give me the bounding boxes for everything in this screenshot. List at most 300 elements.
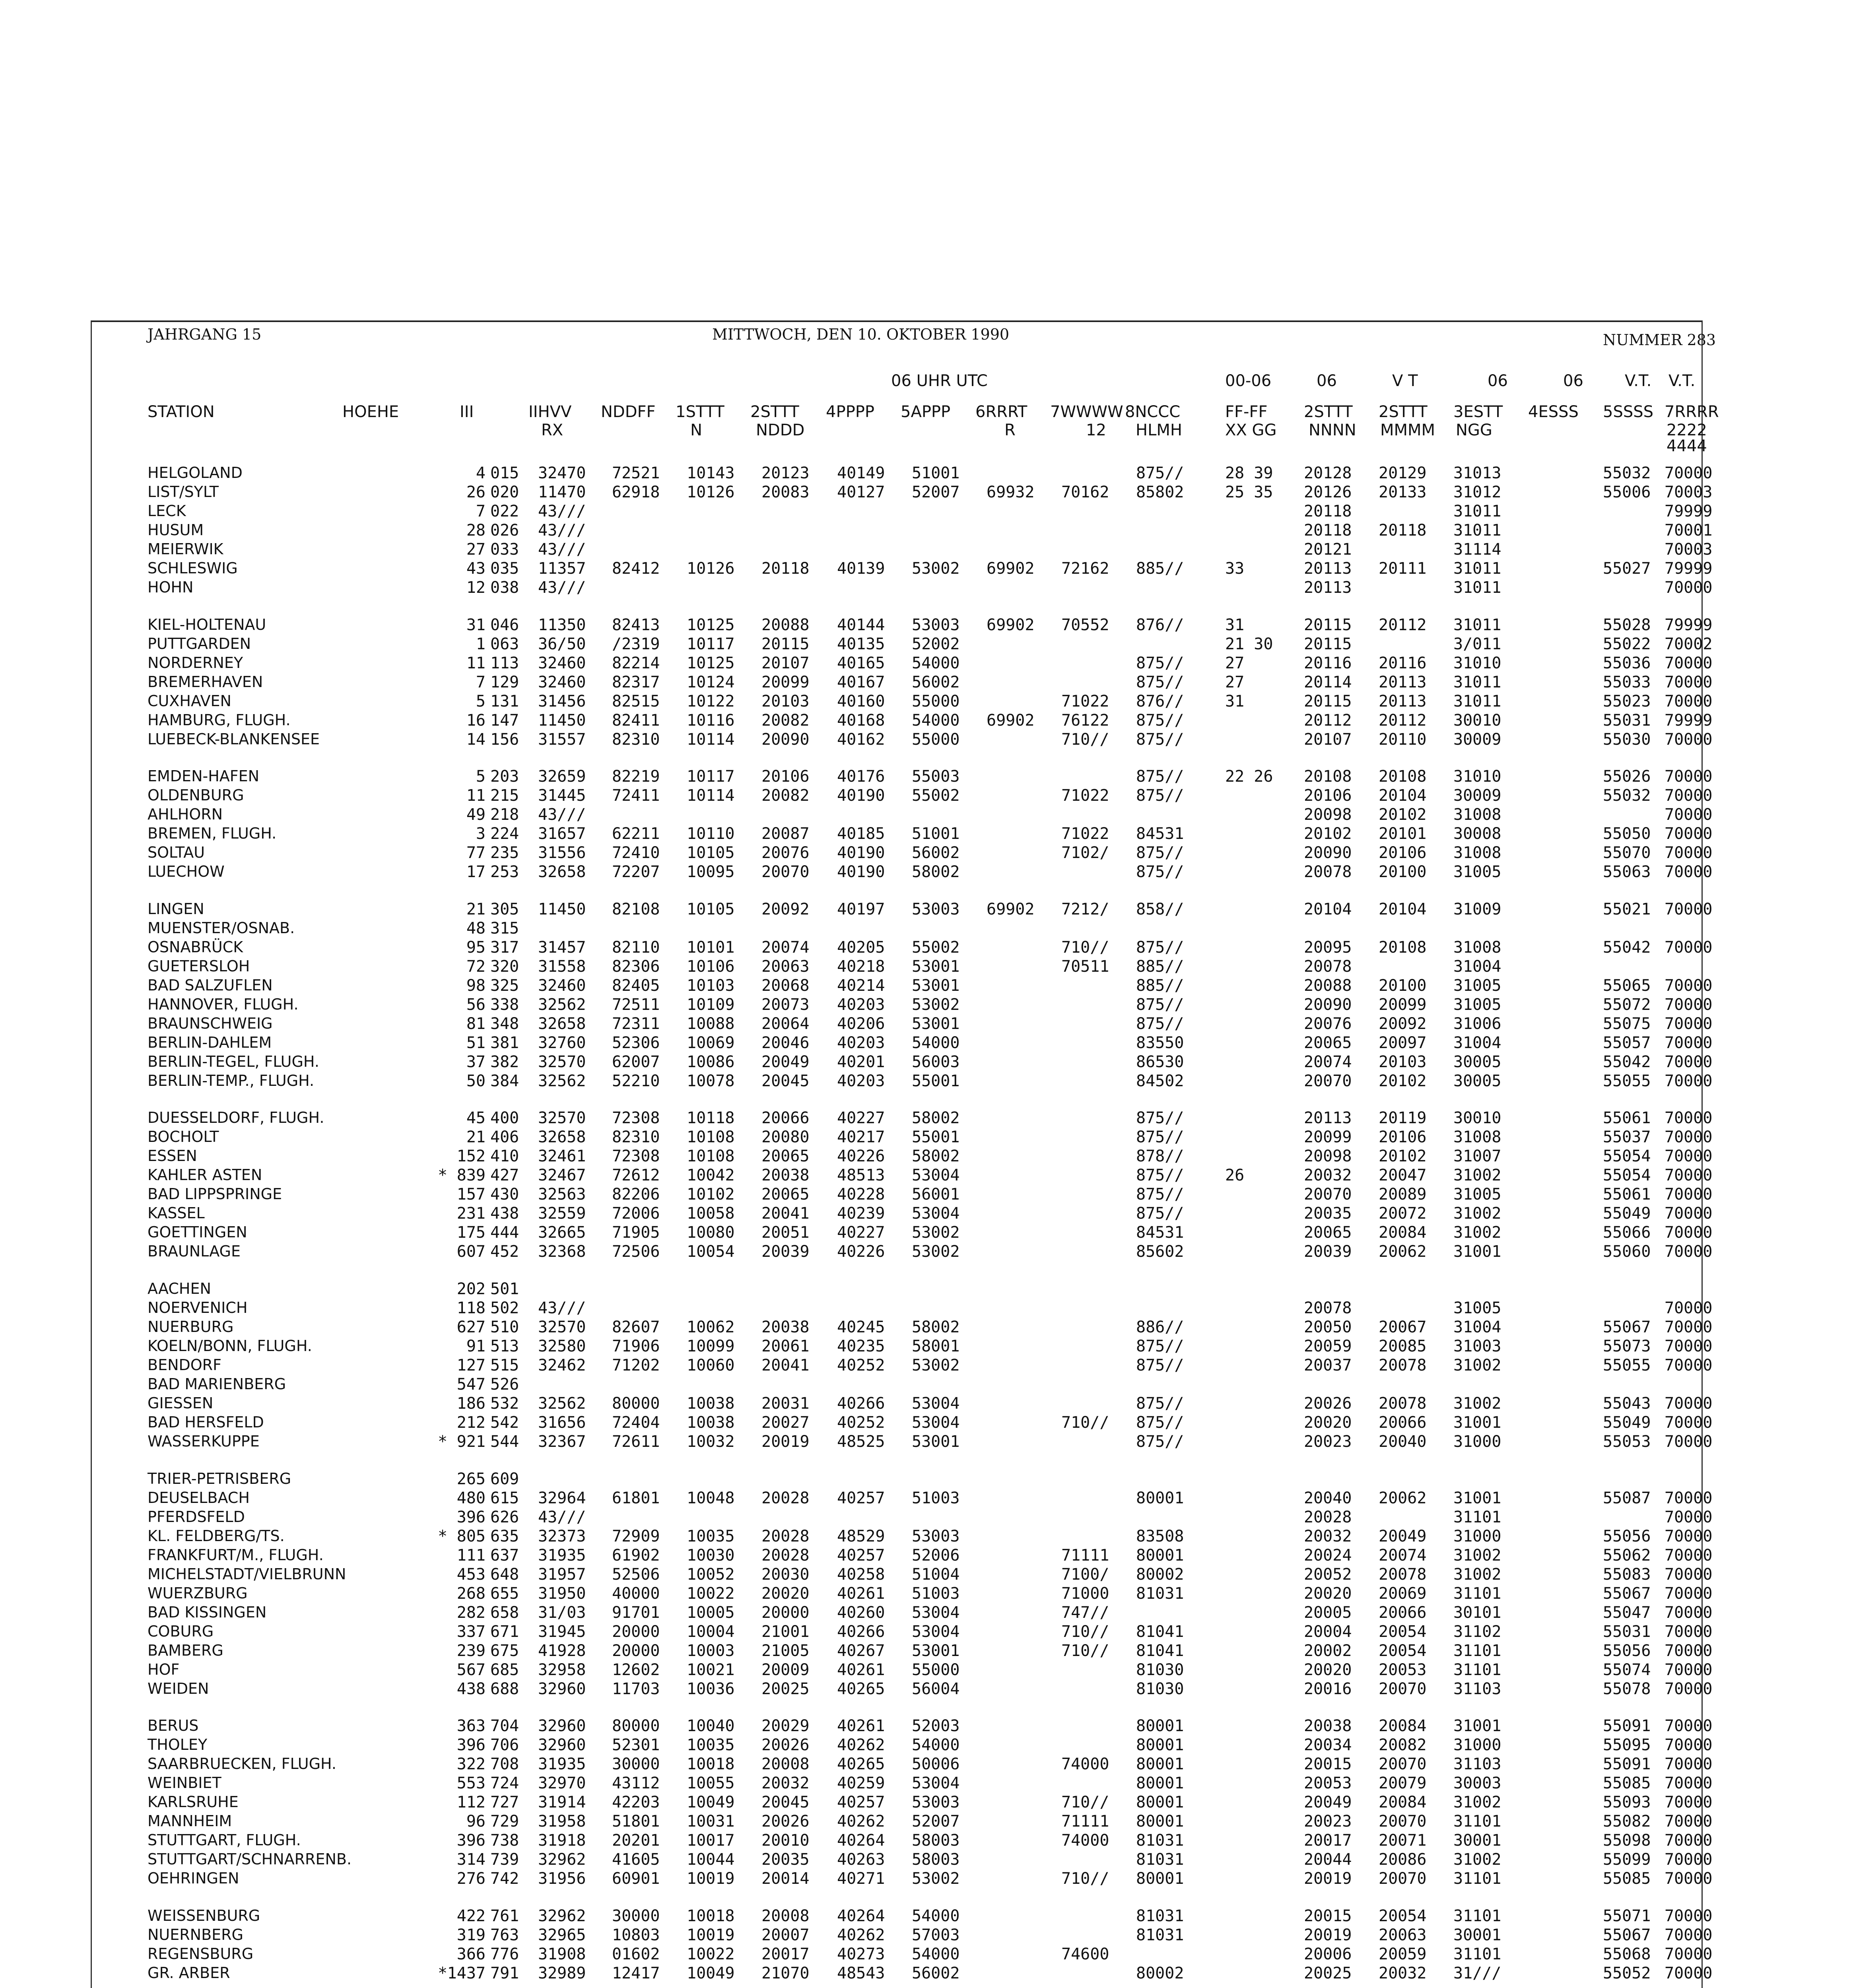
data-cell: 10116 <box>687 711 735 730</box>
data-cell: 80001 <box>1136 1489 1184 1507</box>
data-cell: 20024 <box>1304 1546 1352 1565</box>
data-cell: 876// <box>1136 692 1184 711</box>
data-cell: 20027 <box>761 1413 810 1432</box>
station-name: HOHN <box>148 579 194 596</box>
station-name: LIST/SYLT <box>148 483 219 501</box>
data-cell: 21005 <box>761 1641 810 1660</box>
col-iihvv: IIHVV <box>528 403 572 421</box>
data-cell: 20084 <box>1379 1793 1427 1812</box>
station-height: 322 <box>456 1755 486 1774</box>
data-cell: 32960 <box>538 1717 586 1736</box>
data-cell: 30003 <box>1453 1774 1501 1793</box>
data-cell: 710// <box>1061 1622 1109 1641</box>
data-cell: 58002 <box>912 1318 960 1336</box>
data-cell: 51003 <box>912 1584 960 1603</box>
table-row <box>92 711 1713 732</box>
data-cell: 82310 <box>612 1128 660 1147</box>
data-cell: 11703 <box>612 1679 660 1698</box>
data-cell: 62211 <box>612 825 660 843</box>
data-cell: 85802 <box>1136 483 1184 501</box>
data-cell: 31002 <box>1453 1850 1501 1869</box>
data-cell: 82411 <box>612 711 660 730</box>
data-cell: 40263 <box>837 1850 885 1869</box>
data-cell: 20126 <box>1304 483 1352 501</box>
data-cell: 20085 <box>1379 1337 1427 1355</box>
data-cell: 10044 <box>687 1850 735 1869</box>
data-cell: 875// <box>1136 1356 1184 1375</box>
data-cell: 55055 <box>1603 1356 1651 1375</box>
data-cell: 54000 <box>912 654 960 672</box>
data-cell: 41928 <box>538 1641 586 1660</box>
data-cell: 20071 <box>1379 1831 1427 1850</box>
data-cell: 31956 <box>538 1870 586 1888</box>
data-cell: 40214 <box>837 976 885 995</box>
data-cell: 20082 <box>1379 1736 1427 1755</box>
data-cell: 52007 <box>912 1812 960 1831</box>
data-cell: 55060 <box>1603 1242 1651 1261</box>
station-name: LUEBECK-BLANKENSEE <box>148 730 320 748</box>
data-cell: 710// <box>1061 938 1109 957</box>
station-height: 366 <box>456 1945 486 1963</box>
data-cell: 31008 <box>1453 938 1501 957</box>
data-cell: 70000 <box>1665 1299 1713 1317</box>
station-name: SAARBRUECKEN, FLUGH. <box>148 1755 336 1773</box>
data-cell: 31009 <box>1453 900 1501 918</box>
data-cell: 31011 <box>1453 559 1501 578</box>
data-cell: 40203 <box>837 1072 885 1090</box>
data-cell: 20102 <box>1379 1147 1427 1166</box>
data-cell: 32562 <box>538 995 586 1014</box>
data-cell: 32962 <box>538 1850 586 1869</box>
table-row <box>92 1850 1713 1871</box>
data-cell: 20100 <box>1379 863 1427 881</box>
table-row <box>92 1318 1713 1338</box>
data-cell: 55054 <box>1603 1147 1651 1166</box>
data-cell: 20104 <box>1379 900 1427 918</box>
data-cell: 22 26 <box>1225 767 1273 786</box>
data-cell: 79999 <box>1665 711 1713 730</box>
data-cell: 20047 <box>1379 1166 1427 1185</box>
data-cell: 40226 <box>837 1147 885 1166</box>
data-cell: 55006 <box>1603 483 1651 501</box>
table-row <box>92 1812 1713 1833</box>
table-row <box>92 540 1713 561</box>
data-cell: 81041 <box>1136 1641 1184 1660</box>
data-cell: 40228 <box>837 1185 885 1204</box>
data-cell: 55056 <box>1603 1527 1651 1545</box>
data-cell: 20041 <box>761 1204 810 1223</box>
data-cell: 81031 <box>1136 1584 1184 1603</box>
data-cell: 31935 <box>538 1546 586 1565</box>
data-cell: 69932 <box>987 483 1035 501</box>
data-cell: 53002 <box>912 1223 960 1242</box>
data-cell: 70000 <box>1665 1622 1713 1641</box>
data-cell: 55049 <box>1603 1204 1651 1223</box>
data-cell: 10108 <box>687 1128 735 1147</box>
station-height: 396 <box>456 1831 486 1850</box>
station-id: 609 <box>490 1470 519 1488</box>
data-cell: 3/011 <box>1453 635 1501 653</box>
data-cell: 20070 <box>1379 1870 1427 1888</box>
data-cell: 875// <box>1136 464 1184 482</box>
data-cell: 20078 <box>1379 1394 1427 1413</box>
data-cell: 20028 <box>761 1546 810 1565</box>
station-name: BAD HERSFELD <box>148 1413 264 1431</box>
data-cell: 20028 <box>761 1527 810 1545</box>
station-height: 453 <box>456 1565 486 1584</box>
data-cell: 55042 <box>1603 938 1651 957</box>
data-cell: 20114 <box>1304 673 1352 691</box>
station-height: 26 <box>466 483 486 501</box>
station-height: 96 <box>466 1812 486 1831</box>
data-cell: 20029 <box>761 1717 810 1736</box>
data-cell: 58002 <box>912 1109 960 1128</box>
station-height: 282 <box>456 1603 486 1622</box>
data-cell: 875// <box>1136 654 1184 672</box>
data-cell: 31012 <box>1453 483 1501 501</box>
data-cell: 30005 <box>1453 1052 1501 1071</box>
data-cell: 31945 <box>538 1622 586 1641</box>
data-cell: 20078 <box>1304 863 1352 881</box>
data-cell: 10105 <box>687 900 735 918</box>
data-cell: 20128 <box>1304 464 1352 482</box>
data-cell: 10117 <box>687 635 735 653</box>
station-height: 51 <box>466 1033 486 1052</box>
data-cell: 53002 <box>912 1242 960 1261</box>
data-cell: 72521 <box>612 464 660 482</box>
table-row <box>92 995 1713 1016</box>
data-cell: 40190 <box>837 786 885 805</box>
station-id: 742 <box>490 1870 519 1888</box>
data-cell: 51003 <box>912 1489 960 1507</box>
data-cell: 20015 <box>1304 1906 1352 1925</box>
data-cell: 43/// <box>538 540 586 559</box>
data-cell: 10110 <box>687 825 735 843</box>
data-cell: 71906 <box>612 1337 660 1355</box>
data-cell: 32562 <box>538 1394 586 1413</box>
data-cell: 20054 <box>1379 1906 1427 1925</box>
station-id: 763 <box>490 1926 519 1944</box>
station-height: 805 <box>456 1527 486 1545</box>
data-cell: 70001 <box>1665 521 1713 540</box>
station-id: 320 <box>490 957 519 976</box>
volume-label: JAHRGANG 15 <box>148 326 262 343</box>
data-cell: 70000 <box>1665 1185 1713 1204</box>
data-cell: 20078 <box>1379 1565 1427 1584</box>
data-cell: 10117 <box>687 767 735 786</box>
station-id: 438 <box>490 1204 519 1223</box>
data-cell: 10049 <box>687 1793 735 1812</box>
data-cell: 55067 <box>1603 1318 1651 1336</box>
data-cell: 11450 <box>538 711 586 730</box>
table-row <box>92 521 1713 542</box>
data-cell: 32367 <box>538 1433 586 1451</box>
station-height: 265 <box>456 1470 486 1488</box>
table-row <box>92 1033 1713 1054</box>
station-height: 396 <box>456 1508 486 1526</box>
data-cell: 55093 <box>1603 1793 1651 1812</box>
sub-xxgg: XX GG <box>1225 421 1277 439</box>
data-cell: 710// <box>1061 1641 1109 1660</box>
data-cell: 20080 <box>761 1128 810 1147</box>
data-cell: 31007 <box>1453 1147 1501 1166</box>
data-cell: 40201 <box>837 1052 885 1071</box>
data-cell: 20088 <box>761 615 810 634</box>
data-cell: 70000 <box>1665 1812 1713 1831</box>
station-height: 480 <box>456 1489 486 1507</box>
station-height: 5 <box>476 692 486 711</box>
data-cell: 40127 <box>837 483 885 501</box>
station-height: 27 <box>466 540 486 559</box>
data-cell: 10018 <box>687 1755 735 1774</box>
data-cell: 70000 <box>1665 1223 1713 1242</box>
data-cell: 32570 <box>538 1318 586 1336</box>
station-height: 607 <box>456 1242 486 1261</box>
data-cell: 20070 <box>1304 1072 1352 1090</box>
data-cell: 11450 <box>538 900 586 918</box>
data-cell: 20100 <box>1379 976 1427 995</box>
data-cell: 40197 <box>837 900 885 918</box>
data-cell: 20082 <box>761 786 810 805</box>
col-2sttt-c: 2STTT <box>1379 403 1428 421</box>
station-height: 547 <box>456 1375 486 1394</box>
table-row <box>92 1793 1713 1813</box>
data-cell: 10078 <box>687 1072 735 1090</box>
data-cell: 31004 <box>1453 1033 1501 1052</box>
station-height: 319 <box>456 1926 486 1944</box>
data-cell: 20068 <box>761 976 810 995</box>
data-cell: 31 <box>1225 615 1245 634</box>
data-cell: 55033 <box>1603 673 1651 691</box>
table-row <box>92 1204 1713 1225</box>
data-cell: 10032 <box>687 1433 735 1451</box>
data-cell: 70511 <box>1061 957 1109 976</box>
data-cell: 10030 <box>687 1546 735 1565</box>
data-cell: 876// <box>1136 615 1184 634</box>
table-row <box>92 1622 1713 1643</box>
data-cell: 40257 <box>837 1793 885 1812</box>
data-cell: 40190 <box>837 844 885 862</box>
data-cell: 70002 <box>1665 635 1713 653</box>
data-cell: 72506 <box>612 1242 660 1261</box>
data-cell: 20090 <box>761 730 810 749</box>
station-id: 156 <box>490 730 519 749</box>
data-cell: 20119 <box>1379 1109 1427 1128</box>
data-cell: 51801 <box>612 1812 660 1831</box>
data-cell: 31010 <box>1453 654 1501 672</box>
data-cell: 55091 <box>1603 1717 1651 1736</box>
data-cell: 40266 <box>837 1622 885 1641</box>
data-cell: 40139 <box>837 559 885 578</box>
station-id: 038 <box>490 579 519 597</box>
data-cell: 10101 <box>687 938 735 957</box>
data-cell: 20020 <box>1304 1413 1352 1432</box>
data-cell: 20116 <box>1379 654 1427 672</box>
station-name: BREMERHAVEN <box>148 673 263 691</box>
data-cell: 70000 <box>1665 1508 1713 1526</box>
data-cell: 20084 <box>1379 1223 1427 1242</box>
station-height: 186 <box>456 1394 486 1413</box>
data-cell: 885// <box>1136 976 1184 995</box>
station-id: 430 <box>490 1185 519 1204</box>
station-name: STUTTGART/SCHNARRENB. <box>148 1850 352 1868</box>
data-cell: 20026 <box>1304 1394 1352 1413</box>
station-id: 338 <box>490 995 519 1014</box>
data-cell: 55072 <box>1603 995 1651 1014</box>
station-name: MANNHEIM <box>148 1812 232 1830</box>
data-cell: 54000 <box>912 1906 960 1925</box>
data-cell: 20059 <box>1304 1337 1352 1355</box>
table-row <box>92 1471 1701 1490</box>
data-cell: 10019 <box>687 1926 735 1944</box>
data-cell: 20035 <box>761 1850 810 1869</box>
data-cell: 53003 <box>912 900 960 918</box>
data-cell: 82306 <box>612 957 660 976</box>
data-cell: 10005 <box>687 1603 735 1622</box>
data-cell: 710// <box>1061 1413 1109 1432</box>
station-name: EMDEN-HAFEN <box>148 767 260 785</box>
station-id: 129 <box>490 673 519 691</box>
data-cell: 55061 <box>1603 1185 1651 1204</box>
data-cell: 20037 <box>1304 1356 1352 1375</box>
data-cell: 32368 <box>538 1242 586 1261</box>
data-cell: 875// <box>1136 767 1184 786</box>
data-cell: 40260 <box>837 1603 885 1622</box>
data-cell: 31003 <box>1453 1337 1501 1355</box>
station-name: CUXHAVEN <box>148 692 231 710</box>
mountain-station-mark: * <box>438 1964 448 1982</box>
data-cell: 31002 <box>1453 1356 1501 1375</box>
data-cell: 32958 <box>538 1660 586 1679</box>
data-cell: 31/03 <box>538 1603 586 1622</box>
table-row <box>92 1166 1713 1186</box>
data-cell: 20123 <box>761 464 810 482</box>
data-cell: 20106 <box>761 767 810 786</box>
data-cell: 61801 <box>612 1489 660 1507</box>
data-cell: 875// <box>1136 1166 1184 1185</box>
station-name: BAD MARIENBERG <box>148 1375 286 1393</box>
data-cell: 20039 <box>1304 1242 1352 1261</box>
data-cell: 10055 <box>687 1774 735 1793</box>
data-cell: 20095 <box>1304 938 1352 957</box>
col-hoehe: HOEHE <box>342 403 399 421</box>
data-cell: 72311 <box>612 1014 660 1033</box>
data-cell: 40265 <box>837 1679 885 1698</box>
station-height: 98 <box>466 976 486 995</box>
station-name: KOELN/BONN, FLUGH. <box>148 1337 312 1355</box>
data-cell: 31457 <box>538 938 586 957</box>
station-name: KARLSRUHE <box>148 1793 239 1811</box>
data-cell: 69902 <box>987 711 1035 730</box>
data-cell: 91701 <box>612 1603 660 1622</box>
data-cell: 55002 <box>912 938 960 957</box>
data-cell: 79999 <box>1665 502 1713 520</box>
data-cell: 10048 <box>687 1489 735 1507</box>
data-cell: 52506 <box>612 1565 660 1584</box>
station-id: 035 <box>490 559 519 578</box>
data-cell: 70000 <box>1665 844 1713 862</box>
station-height: 77 <box>466 844 486 862</box>
data-cell: 71111 <box>1061 1812 1109 1831</box>
station-id: 026 <box>490 521 519 540</box>
station-name: KIEL-HOLTENAU <box>148 615 266 633</box>
station-name: GUETERSLOH <box>148 957 250 975</box>
data-cell: 31101 <box>1453 1870 1501 1888</box>
station-name: MICHELSTADT/VIELBRUNN <box>148 1565 346 1583</box>
data-cell: 10038 <box>687 1394 735 1413</box>
col-2sttt: 2STTT <box>750 403 799 421</box>
data-cell: 32562 <box>538 1072 586 1090</box>
station-id: 325 <box>490 976 519 995</box>
station-id: 685 <box>490 1660 519 1679</box>
data-cell: 31456 <box>538 692 586 711</box>
station-name: DEUSELBACH <box>148 1489 250 1507</box>
data-cell: 20059 <box>1379 1945 1427 1963</box>
data-cell: 40252 <box>837 1356 885 1375</box>
data-cell: 20111 <box>1379 559 1427 578</box>
data-cell: 20097 <box>1379 1033 1427 1052</box>
station-height: 276 <box>456 1870 486 1888</box>
data-cell: 30010 <box>1453 1109 1501 1128</box>
data-cell: 53002 <box>912 1870 960 1888</box>
data-cell: 32467 <box>538 1166 586 1185</box>
data-cell: 31103 <box>1453 1679 1501 1698</box>
data-cell: 56001 <box>912 1185 960 1204</box>
station-name: BAD KISSINGEN <box>148 1603 267 1621</box>
data-cell: 31935 <box>538 1755 586 1774</box>
data-cell: 71111 <box>1061 1546 1109 1565</box>
data-cell: 20063 <box>761 957 810 976</box>
data-cell: 70000 <box>1665 1774 1713 1793</box>
data-cell: 71905 <box>612 1223 660 1242</box>
station-id: 739 <box>490 1850 519 1869</box>
station-name: HOF <box>148 1660 180 1678</box>
data-cell: 31908 <box>538 1945 586 1963</box>
data-cell: 20118 <box>1379 521 1427 540</box>
table-row <box>92 1831 1713 1852</box>
data-cell: 20078 <box>1304 957 1352 976</box>
data-cell: 70000 <box>1665 1546 1713 1565</box>
data-cell: 69902 <box>987 615 1035 634</box>
data-cell: 55001 <box>912 1128 960 1147</box>
data-cell: 48543 <box>837 1964 885 1982</box>
data-cell: 20089 <box>1379 1185 1427 1204</box>
station-id: 513 <box>490 1337 519 1355</box>
data-cell: 32658 <box>538 863 586 881</box>
data-cell: 40203 <box>837 995 885 1014</box>
data-cell: 53003 <box>912 1793 960 1812</box>
data-cell: 10035 <box>687 1736 735 1755</box>
data-cell: 56003 <box>912 1052 960 1071</box>
station-id: 729 <box>490 1812 519 1831</box>
data-cell: 20008 <box>761 1906 810 1925</box>
station-id: 761 <box>490 1906 519 1925</box>
sub-rx: RX <box>541 421 563 439</box>
data-cell: 20103 <box>761 692 810 711</box>
data-cell: 70000 <box>1665 730 1713 749</box>
data-cell: 20035 <box>1304 1204 1352 1223</box>
station-height: 11 <box>466 786 486 805</box>
data-cell: 20005 <box>1304 1603 1352 1622</box>
station-id: 382 <box>490 1052 519 1071</box>
station-id: 203 <box>490 767 519 786</box>
data-cell: 40218 <box>837 957 885 976</box>
station-id: 406 <box>490 1128 519 1147</box>
data-cell: 875// <box>1136 1109 1184 1128</box>
sub-mmmm: MMMM <box>1380 421 1435 439</box>
station-height: 11 <box>466 654 486 672</box>
data-cell: 40217 <box>837 1128 885 1147</box>
